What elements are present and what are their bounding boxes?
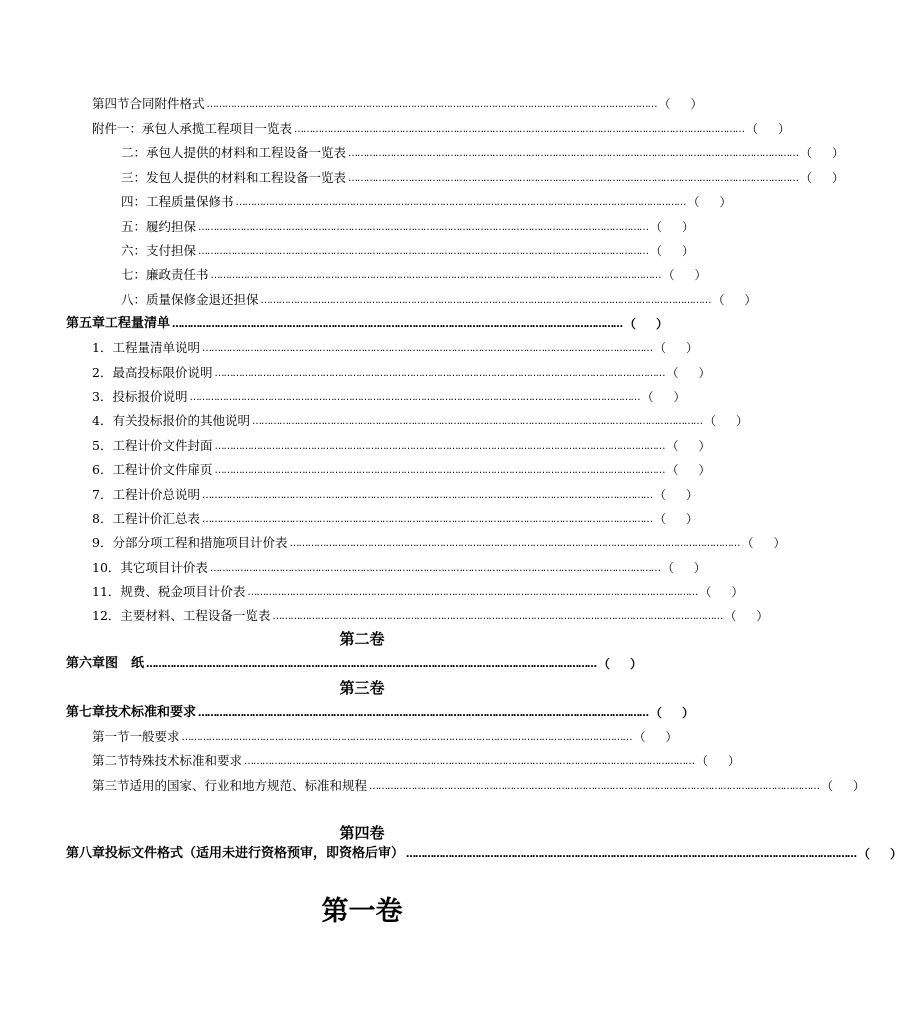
dot-leader: …………………………………………………………………………………………………………………………………… — [201, 514, 652, 525]
toc-entry: 11． 规费、税金项目计价表 …………………………………………………………………………………………………………………………………… （ ） — [92, 584, 744, 599]
dot-leader: …………………………………………………………………………………………………………………………………… — [247, 587, 698, 598]
dot-leader: …………………………………………………………………………………………………………………………………… — [210, 270, 661, 281]
dot-leader: …………………………………………………………………………………………………………………………………… — [198, 222, 649, 233]
toc-entry: 第四节 合同附件格式 …………………………………………………………………………………………………………………………………… （ ） — [92, 96, 703, 111]
page-number: （ ） — [662, 268, 707, 282]
volume-heading: 第二卷 — [339, 630, 385, 648]
page-number: （ ） — [703, 414, 748, 428]
toc-entry: 10． 其它项目计价表 …………………………………………………………………………………………………………………………………… （ ） — [92, 560, 706, 575]
toc-chapter: 第八章 投标文件格式（适用未进行资格预审，即资格后审） …………………………………………………………………………………………………………………………………… （ ） — [66, 846, 902, 861]
page-number: （ ） — [633, 730, 678, 744]
toc-entry: 附件一： 承包人承揽工程项目一览表 …………………………………………………………………………………………………………………………………… （ ） — [92, 121, 791, 136]
dot-leader: …………………………………………………………………………………………………………………………………… — [189, 392, 640, 403]
page-number: （ ） — [661, 561, 706, 575]
toc-entry: 3． 投标报价说明 …………………………………………………………………………………………………………………………………… （ ） — [92, 389, 686, 404]
dot-leader: …………………………………………………………………………………………………………………………………… — [201, 490, 652, 501]
toc-entry: 三： 发包人提供的材料和工程设备一览表 …………………………………………………………………………………………………………………………………… （ ） — [121, 170, 845, 185]
dot-leader: …………………………………………………………………………………………………………………………………… — [214, 441, 665, 452]
toc-entry: 2． 最高投标限价说明 …………………………………………………………………………………………………………………………………… （ ） — [92, 365, 711, 380]
dot-leader: …………………………………………………………………………………………………………………………………… — [181, 732, 632, 743]
page-number: （ ） — [821, 779, 866, 793]
page-number: （ ） — [746, 122, 791, 136]
dot-leader: …………………………………………………………………………………………………………………………………… — [348, 173, 799, 184]
toc-chapter: 第六章 图 纸 …………………………………………………………………………………………………………………………………… （ ） — [66, 656, 643, 671]
toc-chapter: 第七章 技术标准和要求 …………………………………………………………………………………………………………………………………… （ ） — [66, 705, 695, 720]
dot-leader: …………………………………………………………………………………………………………………………………… — [348, 148, 799, 159]
toc-entry: 第三节 适用的国家、行业和地方规范、标准和规程 …………………………………………………………………………………………………………………………………… （ ） — [92, 778, 866, 793]
toc-entry: 8． 工程计价汇总表 …………………………………………………………………………………………………………………………………… （ ） — [92, 511, 698, 526]
page-number: （ ） — [653, 341, 698, 355]
toc-entry: 第一节 一般要求 …………………………………………………………………………………………………………………………………… （ ） — [92, 729, 678, 744]
page-number: （ ） — [696, 754, 741, 768]
page-number: （ ） — [666, 439, 711, 453]
page-number: （ ） — [699, 585, 744, 599]
page-number: （ ） — [598, 657, 643, 671]
page-number: （ ） — [800, 146, 845, 160]
dot-leader: …………………………………………………………………………………………………………………………………… — [214, 368, 665, 379]
dot-leader: …………………………………………………………………………………………………………………………………… — [289, 538, 740, 549]
page-number: （ ） — [800, 171, 845, 185]
dot-leader: …………………………………………………………………………………………………………………………………… — [244, 756, 695, 767]
page-number: （ ） — [641, 390, 686, 404]
dot-leader: …………………………………………………………………………………………………………………………………… — [406, 849, 857, 860]
dot-leader: …………………………………………………………………………………………………………………………………… — [198, 708, 649, 719]
toc-entry: 7． 工程计价总说明 …………………………………………………………………………………………………………………………………… （ ） — [92, 487, 698, 502]
toc-entry: 四： 工程质量保修书 …………………………………………………………………………………………………………………………………… （ ） — [121, 194, 732, 209]
volume-heading: 第四卷 — [339, 824, 385, 842]
dot-leader: …………………………………………………………………………………………………………………………………… — [251, 416, 702, 427]
page-number: （ ） — [650, 244, 695, 258]
page-number: （ ） — [653, 488, 698, 502]
volume-title: 第一卷 — [321, 896, 403, 927]
dot-leader: …………………………………………………………………………………………………………………………………… — [209, 563, 660, 574]
page-number: （ ） — [653, 512, 698, 526]
volume-heading: 第三卷 — [339, 679, 385, 697]
toc-chapter: 第五章 工程量清单 …………………………………………………………………………………………………………………………………… （ ） — [66, 316, 669, 331]
page-number: （ ） — [666, 366, 711, 380]
dot-leader: …………………………………………………………………………………………………………………………………… — [146, 659, 597, 670]
page-number: （ ） — [712, 293, 757, 307]
page-number: （ ） — [687, 195, 732, 209]
toc-entry: 五： 履约担保 …………………………………………………………………………………………………………………………………… （ ） — [121, 219, 695, 234]
page-number: （ ） — [858, 847, 902, 861]
dot-leader: …………………………………………………………………………………………………………………………………… — [206, 99, 657, 110]
page-number: （ ） — [624, 317, 669, 331]
toc-entry: 5． 工程计价文件封面 …………………………………………………………………………………………………………………………………… （ ） — [92, 438, 711, 453]
page-number: （ ） — [650, 706, 695, 720]
toc-entry: 9． 分部分项工程和措施项目计价表 …………………………………………………………………………………………………………………………………… （ ） — [92, 535, 786, 550]
page-number: （ ） — [658, 97, 703, 111]
toc-entry: 第二节 特殊技术标准和要求 …………………………………………………………………………………………………………………………………… （ ） — [92, 753, 741, 768]
dot-leader: …………………………………………………………………………………………………………………………………… — [369, 781, 820, 792]
toc-entry: 二： 承包人提供的材料和工程设备一览表 …………………………………………………………………………………………………………………………………… （ ） — [121, 145, 845, 160]
dot-leader: …………………………………………………………………………………………………………………………………… — [201, 343, 652, 354]
dot-leader: …………………………………………………………………………………………………………………………………… — [260, 295, 711, 306]
page-number: （ ） — [724, 609, 769, 623]
page-number: （ ） — [666, 463, 711, 477]
dot-leader: …………………………………………………………………………………………………………………………………… — [172, 319, 623, 330]
dot-leader: …………………………………………………………………………………………………………………………………… — [235, 197, 686, 208]
toc-entry: 六： 支付担保 …………………………………………………………………………………………………………………………………… （ ） — [121, 243, 695, 258]
toc-entry: 12． 主要材料、工程设备一览表 …………………………………………………………………………………………………………………………………… （ ） — [92, 608, 769, 623]
toc-entry: 1． 工程量清单说明 …………………………………………………………………………………………………………………………………… （ ） — [92, 340, 698, 355]
toc-entry: 七： 廉政责任书 …………………………………………………………………………………………………………………………………… （ ） — [121, 267, 707, 282]
toc-entry: 6． 工程计价文件扉页 …………………………………………………………………………………………………………………………………… （ ） — [92, 462, 711, 477]
dot-leader: …………………………………………………………………………………………………………………………………… — [214, 465, 665, 476]
dot-leader: …………………………………………………………………………………………………………………………………… — [294, 124, 745, 135]
toc-entry: 4． 有关投标报价的其他说明 …………………………………………………………………………………………………………………………………… （ ） — [92, 413, 748, 428]
dot-leader: …………………………………………………………………………………………………………………………………… — [198, 246, 649, 257]
page-number: （ ） — [650, 220, 695, 234]
dot-leader: …………………………………………………………………………………………………………………………………… — [272, 611, 723, 622]
page-number: （ ） — [741, 536, 786, 550]
toc-entry: 八： 质量保修金退还担保 …………………………………………………………………………………………………………………………………… （ ） — [121, 292, 757, 307]
